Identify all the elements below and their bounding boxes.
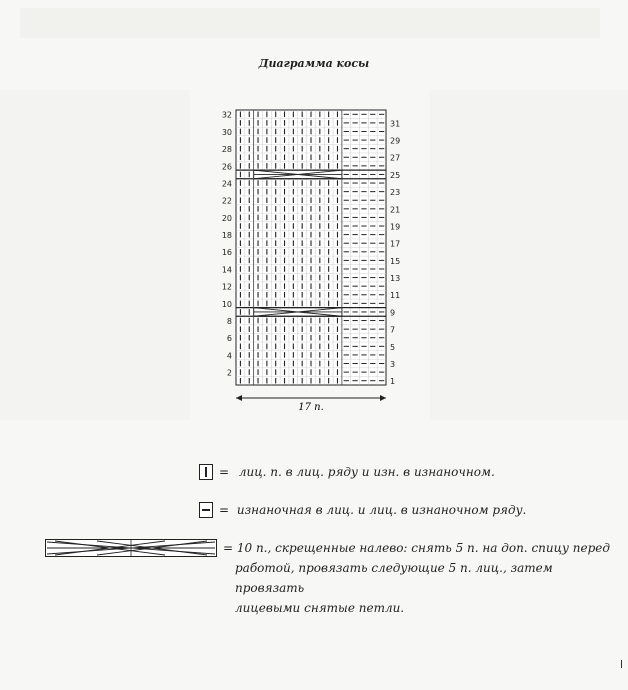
knit-bar-icon — [205, 467, 207, 477]
row-number-left: 16 — [221, 248, 232, 258]
row-number-right: 21 — [390, 205, 401, 215]
row-number-right: 31 — [390, 119, 401, 129]
row-number-left: 8 — [226, 316, 232, 326]
cable-legend-line-1: = 10 п., скрещенные налево: снять 5 п. на доп. спицу перед — [223, 541, 610, 555]
purl-dash-icon — [202, 509, 210, 511]
row-number-left: 2 — [226, 368, 232, 378]
width-indicator — [236, 395, 386, 410]
row-number-right: 1 — [390, 377, 396, 387]
row-number-left: 20 — [221, 213, 232, 223]
knit-legend-text: лиц. п. в лиц. ряду и изн. в изнаночном. — [238, 465, 495, 479]
cable-crossing — [254, 170, 342, 179]
purl-legend-text: изнаночная в лиц. и лиц. в изнаночном ряду. — [236, 503, 527, 517]
diagram-title: Диаграмма косы — [258, 57, 370, 70]
bleed-through-left — [0, 90, 190, 420]
cable-chart — [200, 100, 420, 410]
row-number-left: 24 — [221, 179, 232, 189]
row-number-left: 26 — [221, 162, 232, 172]
width-label: 17 п. — [298, 402, 324, 410]
row-number-left: 6 — [226, 334, 232, 344]
purl-eq: = — [219, 503, 230, 517]
page-edge-mark — [621, 660, 622, 668]
row-number-left: 18 — [221, 231, 232, 241]
row-number-right: 9 — [390, 308, 396, 318]
row-number-right: 25 — [390, 170, 401, 180]
bleed-through-top — [20, 8, 600, 38]
row-number-right: 29 — [390, 136, 401, 146]
width-arrow-left — [236, 395, 242, 401]
row-number-right: 17 — [390, 239, 401, 249]
bleed-through-right — [430, 90, 628, 420]
purl-symbol — [199, 502, 213, 518]
knit-legend — [219, 462, 619, 482]
row-number-right: 11 — [390, 291, 401, 301]
row-number-left: 22 — [221, 196, 232, 206]
row-number-right: 27 — [390, 153, 401, 163]
row-number-right: 7 — [390, 325, 396, 335]
row-number-left: 32 — [221, 110, 232, 120]
row-number-left: 14 — [221, 265, 232, 275]
row-number-right: 23 — [390, 188, 401, 198]
cable-legend-line-3: лицевыми снятые петли. — [235, 601, 405, 615]
chart-grid — [236, 110, 386, 385]
row-number-right: 19 — [390, 222, 401, 232]
row-number-left: 10 — [221, 299, 232, 309]
cable-crossing — [254, 308, 342, 317]
cable-symbol — [45, 539, 217, 557]
width-arrow-right — [380, 395, 386, 401]
row-number-right: 5 — [390, 342, 396, 352]
cable-legend-line-2: работой, провязать следующие 5 п. лиц., затем провязать — [235, 561, 553, 595]
row-number-left: 4 — [226, 351, 232, 361]
row-number-left: 28 — [221, 145, 232, 155]
row-number-right: 3 — [390, 359, 396, 369]
knit-eq: = — [219, 465, 230, 479]
purl-legend — [219, 500, 619, 520]
cable-legend — [223, 538, 623, 618]
row-number-left: 30 — [221, 127, 232, 137]
row-number-right: 13 — [390, 274, 401, 284]
row-number-right: 15 — [390, 256, 401, 266]
knit-symbol — [199, 464, 213, 480]
row-number-left: 12 — [221, 282, 232, 292]
